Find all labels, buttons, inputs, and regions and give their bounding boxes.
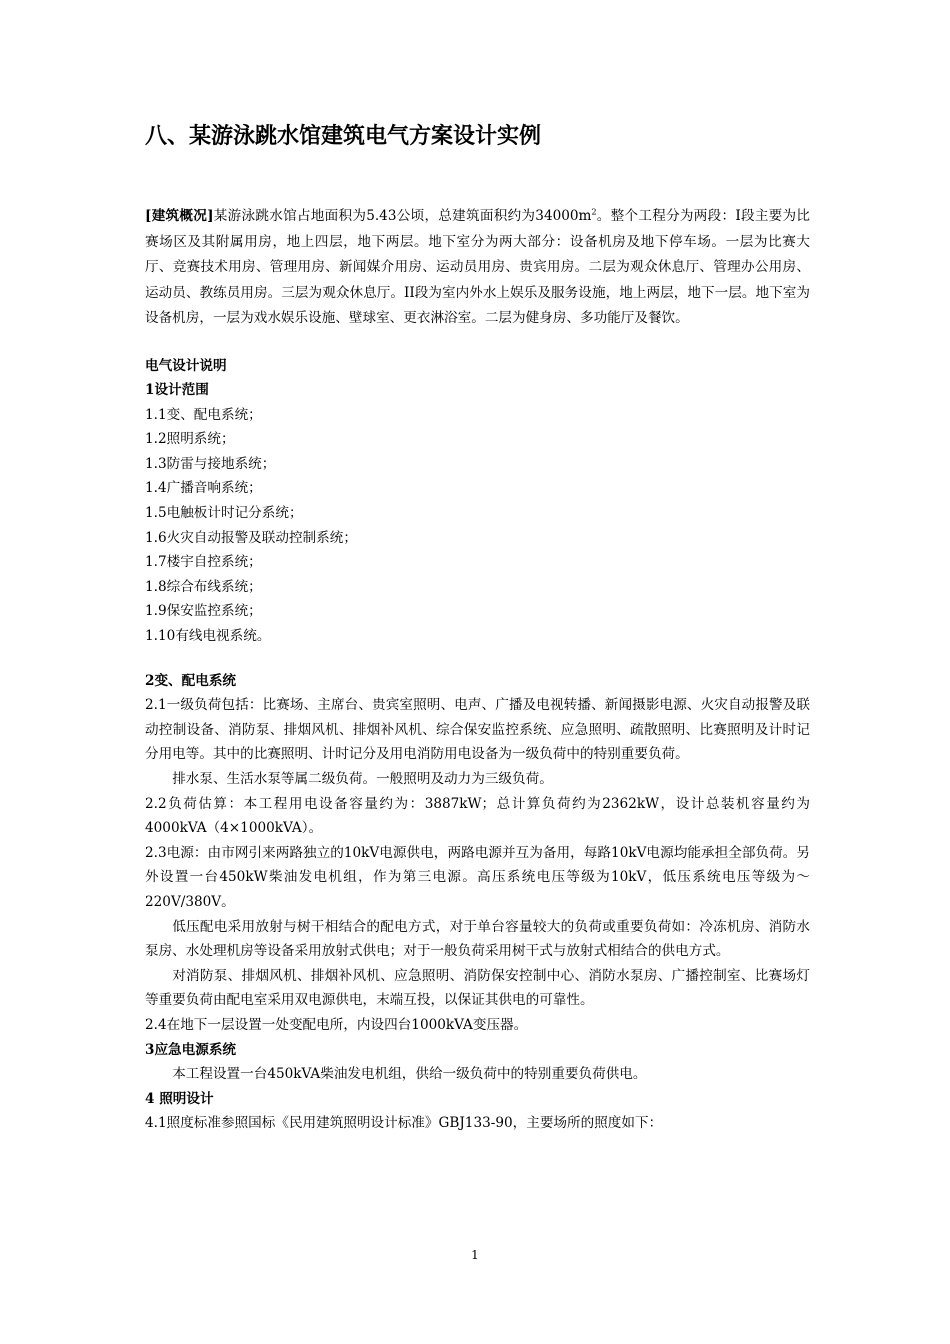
intro-label: [建筑概况] [145, 208, 214, 224]
intro-text-before-sup: 某游泳跳水馆占地面积为5.43公顷，总建筑面积约为34000m [213, 208, 592, 224]
intro-paragraph [145, 204, 810, 332]
scope-item: 1.8综合布线系统； [145, 578, 262, 595]
emergency-heading: 3应急电源系统 [145, 1041, 237, 1058]
power-paragraph-4: 2.3电源：由市网引来两路独立的10kV电源供电，两路电源并互为备用，每路10kV电源均能承担全部负荷。另外设置一台450kW柴油发电机组，作为第三电源。高压系统电压等级为10kV，低压系统电压等级为～220V/380V。 [145, 844, 810, 910]
power-paragraph-5: 低压配电采用放射与树干相结合的配电方式，对于单台容量较大的负荷或重要负荷如：冷冻机房、消防水泵房、水处理机房等设备采用放射式供电；对于一般负荷采用树干式与放射式相结合的供电方式。 [145, 918, 810, 960]
power-paragraph-2: 排水泵、生活水泵等属二级负荷。一般照明及动力为三级负荷。 [172, 771, 553, 787]
scope-item: 1.5电触板计时记分系统； [145, 505, 303, 522]
scope-item: 1.2照明系统； [145, 431, 235, 448]
document-body [145, 204, 810, 1136]
power-paragraph-7: 2.4在地下一层设置一处变配电所，内设四台1000kVA变压器。 [145, 1016, 528, 1033]
spacer [145, 649, 810, 669]
scope-item: 1.3防雷与接地系统； [145, 455, 276, 472]
scope-item: 1.9保安监控系统； [145, 603, 262, 620]
power-heading: 2变、配电系统 [145, 672, 237, 689]
page-number: 1 [471, 1248, 479, 1262]
intro-superscript: 2 [591, 207, 597, 217]
spacer [145, 332, 810, 354]
scope-item: 1.4广播音响系统； [145, 480, 262, 497]
scope-item: 1.10有线电视系统。 [145, 628, 271, 645]
design-section-title: 电气设计说明 [145, 357, 227, 374]
lighting-heading: 4 照明设计 [145, 1090, 214, 1107]
power-paragraph-6: 对消防泵、排烟风机、排烟补风机、应急照明、消防保安控制中心、消防水泵房、广播控制室、比赛场灯等重要负荷由配电室采用双电源供电，末端互投，以保证其供电的可靠性。 [145, 967, 810, 1009]
document-title: 八、某游泳跳水馆建筑电气方案设计实例 [145, 124, 542, 149]
scope-item: 1.7楼宇自控系统； [145, 554, 262, 571]
intro-text-after-sup: 。整个工程分为两段：I段主要为比赛场区及其附属用房，地上四层，地下两层。地下室分为两大部分：设备机房及地下停车场。一层为比赛大厅、竞赛技术用房、管理用房、新闻媒介用房、运动员用房、贵宾用房。二层为观众休息厅、管理办公用房、运动员、教练员用房。三层为观众休息厅。II段为室内外水上娱乐及服务设施，地上两层，地下一层。地下室为设备机房，一层为戏水娱乐设施、壁球室、更衣淋浴室。二层为健身房、多功能厅及餐饮。 [145, 208, 810, 326]
scope-item: 1.1变、配电系统； [145, 406, 262, 423]
power-paragraph-1: 2.1一级负荷包括：比赛场、主席台、贵宾室照明、电声、广播及电视转播、新闻摄影电源、火灾自动报警及联动控制设备、消防泵、排烟风机、排烟补风机、综合保安监控系统、应急照明、疏散照明、比赛照明及计时记分用电等。其中的比赛照明、计时记分及用电消防用电设备为一级负荷中的特别重要负荷。 [145, 697, 810, 763]
lighting-paragraph: 4.1照度标准参照国标《民用建筑照明设计标准》GBJ133-90，主要场所的照度如下： [145, 1115, 663, 1132]
emergency-paragraph: 本工程设置一台450kVA柴油发电机组，供给一级负荷中的特别重要负荷供电。 [172, 1066, 647, 1083]
power-paragraph-3: 2.2负荷估算：本工程用电设备容量约为：3887kW；总计算负荷约为2362kW，设计总装机容量约为4000kVA（4×1000kVA）。 [145, 795, 810, 837]
scope-item: 1.6火灾自动报警及联动控制系统； [145, 529, 357, 546]
scope-heading: 1设计范围 [145, 382, 209, 399]
